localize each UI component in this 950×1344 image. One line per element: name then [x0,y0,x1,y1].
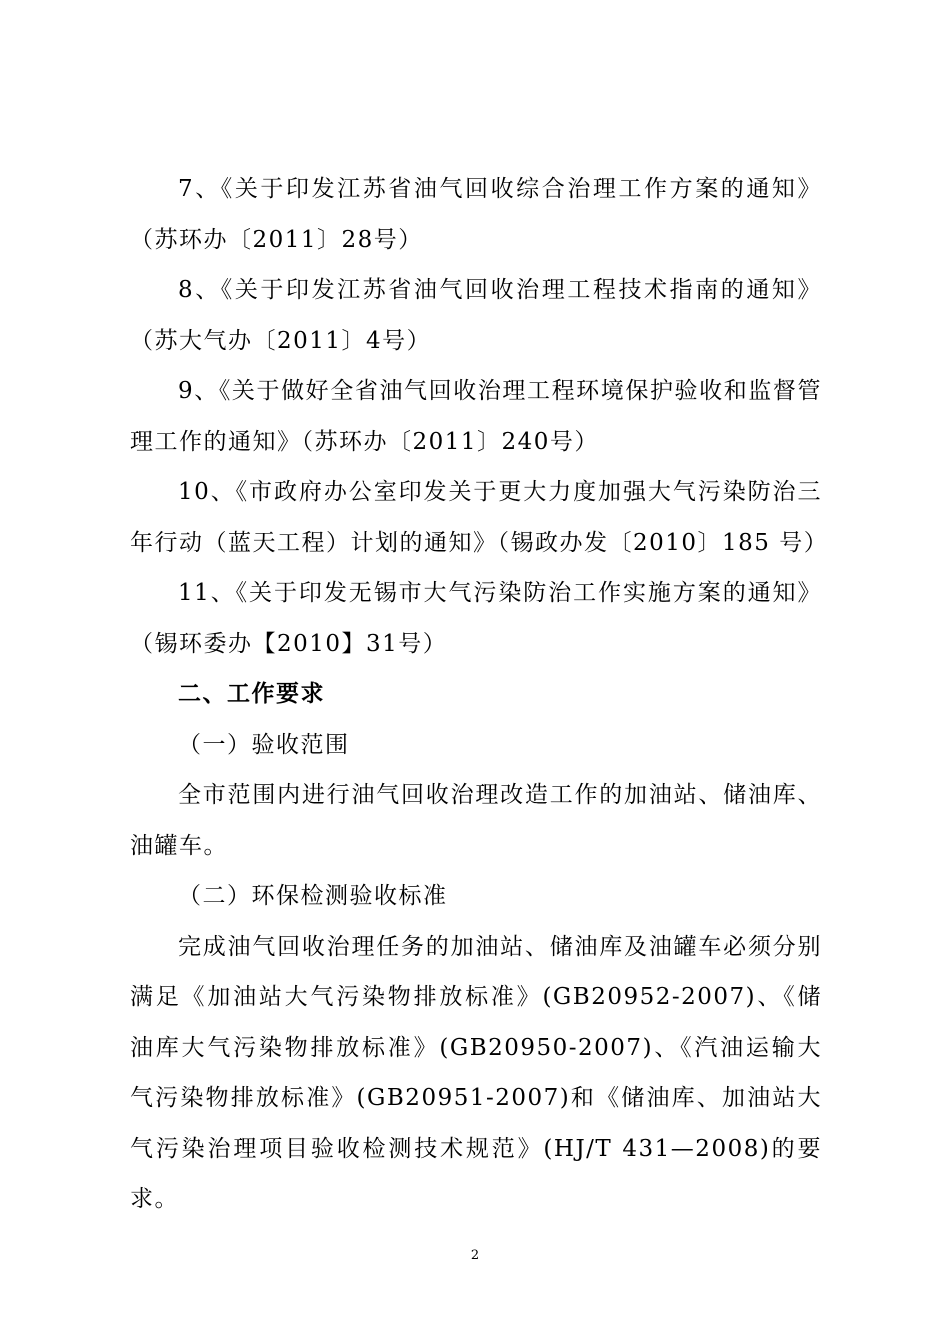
document-body [130,164,829,1225]
reference-item-11: 11、《关于印发无锡市大气污染防治工作实施方案的通知》（锡环委办【2010】31号） [130,580,822,657]
reference-item-9: 9、《关于做好全省油气回收治理工程环境保护验收和监督管理工作的通知》（苏环办〔2011〕240号） [130,378,822,455]
reference-item-8: 8、《关于印发江苏省油气回收治理工程技术指南的通知》（苏大气办〔2011〕4号） [130,277,822,354]
reference-item-7: 7、《关于印发江苏省油气回收综合治理工作方案的通知》（苏环办〔2011〕28号） [130,176,822,253]
reference-item-10: 10、《市政府办公室印发关于更大力度加强大气污染防治三年行动（蓝天工程）计划的通知》（锡政办发〔2010〕185 号） [130,479,829,556]
page-number: 2 [470,1248,480,1263]
subsection-title-acceptance-scope: （一）验收范围 [178,731,350,758]
subsection-title-testing-standards: （二）环保检测验收标准 [178,883,448,909]
section-heading-work-requirements: 二、工作要求 [178,681,325,707]
acceptance-scope-text: 全市范围内进行油气回收治理改造工作的加油站、储油库、油罐车。 [130,782,822,859]
testing-standards-text: 完成油气回收治理任务的加油站、储油库及油罐车必须分别满足《加油站大气污染物排放标准》(GB20952-2007)、《储油库大气污染物排放标准》(GB20950-2007)、《汽油运输大气污染物排放标准》(GB20951-2007)和《储油库、加油站大气污染治理项目验收检测技术规范》(HJ/T 431—2008)的要求。 [130,933,822,1212]
